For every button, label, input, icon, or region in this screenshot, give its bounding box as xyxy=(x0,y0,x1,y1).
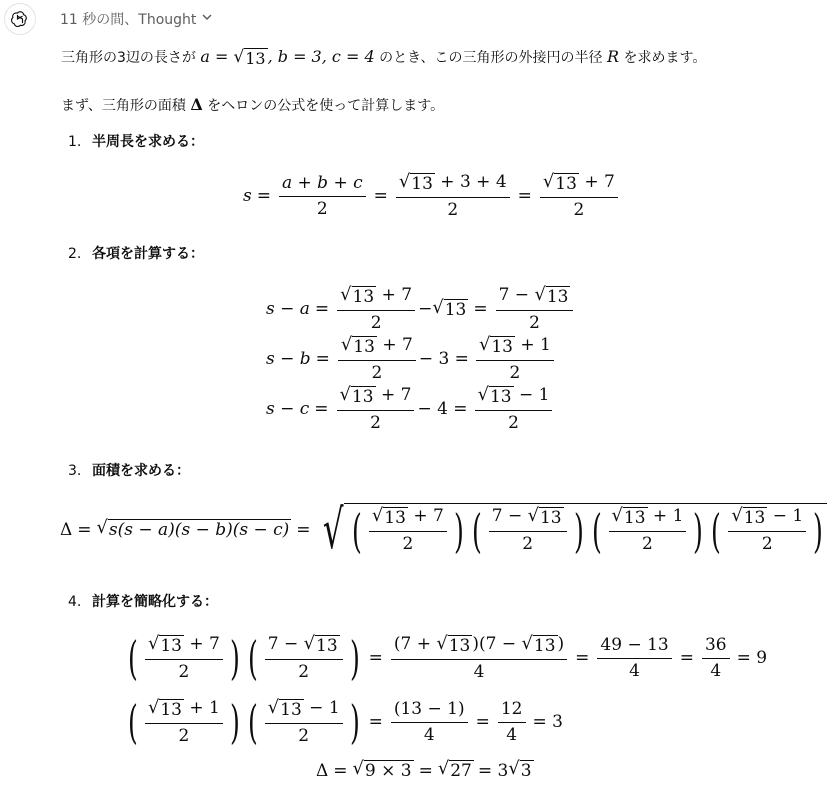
s-minus-c-equation: s − c = √ 13 + 7 2 − 4 = √ 13 − 1 2 xyxy=(266,385,555,434)
semi-perimeter-equation: s = $\frac{a + b + c}{2}$ = √ 13 + 3 + 4 2 = √ 13 + 7 2 xyxy=(243,172,621,221)
step-1-heading: 1. 半周長を求める： xyxy=(68,134,204,150)
s-minus-b-equation: s − b = √ 13 + 7 2 − 3 = √ 13 + 1 2 xyxy=(266,335,557,384)
openai-logo-icon xyxy=(4,3,36,35)
thought-toggle[interactable] xyxy=(60,9,213,29)
intro-paragraph: 三角形の3辺の長さが a = √ 13 , b = 3, c = 4 のとき、この三角形の外接円の半径 R を求めます。 xyxy=(61,46,707,68)
s-minus-a-equation: s − a = √ 13 + 7 2 − √ 13 = 7 − √ 13 2 xyxy=(266,285,576,334)
step-2-heading: 2. 各項を計算する： xyxy=(68,246,204,262)
simplify-equation-2: ( √ 13 + 1 2 ) ( √ 13 − 1 2 ) = $\frac{(13 - 1)}{4}$ = $\frac{12}{4}$ = 3 xyxy=(128,695,563,750)
heron-intro-paragraph: まず、三角形の面積 Δ をヘロンの公式を使って計算します。 xyxy=(61,95,445,114)
simplify-equation-1: ( √ 13 + 7 2 ) ( 7 − √ 13 2 ) = (7 + √ 13 )(7 − √ 13 ) 4 = $\frac{49 - 13}{4}$ = $\frac{36}{4}$ = 9 xyxy=(128,631,768,686)
step-4-heading: 4. 計算を簡略化する： xyxy=(68,594,218,610)
final-area-equation: Δ = √ 9 × 3 = √ 27 = 3 √ 3 xyxy=(316,758,532,781)
thought-label: 11 秒の間、Thought xyxy=(60,12,197,28)
chevron-down-icon xyxy=(201,11,213,27)
step-3-heading: 3. 面積を求める： xyxy=(68,463,190,479)
area-equation: Δ = √ s(s − a)(s − b)(s − c) = √ ( √ 13 + 7 2 ) ( 7 − √ 13 2 ) ( √ 13 + 1 2 ) ( √ 13 − 1 2 ) xyxy=(60,503,776,557)
